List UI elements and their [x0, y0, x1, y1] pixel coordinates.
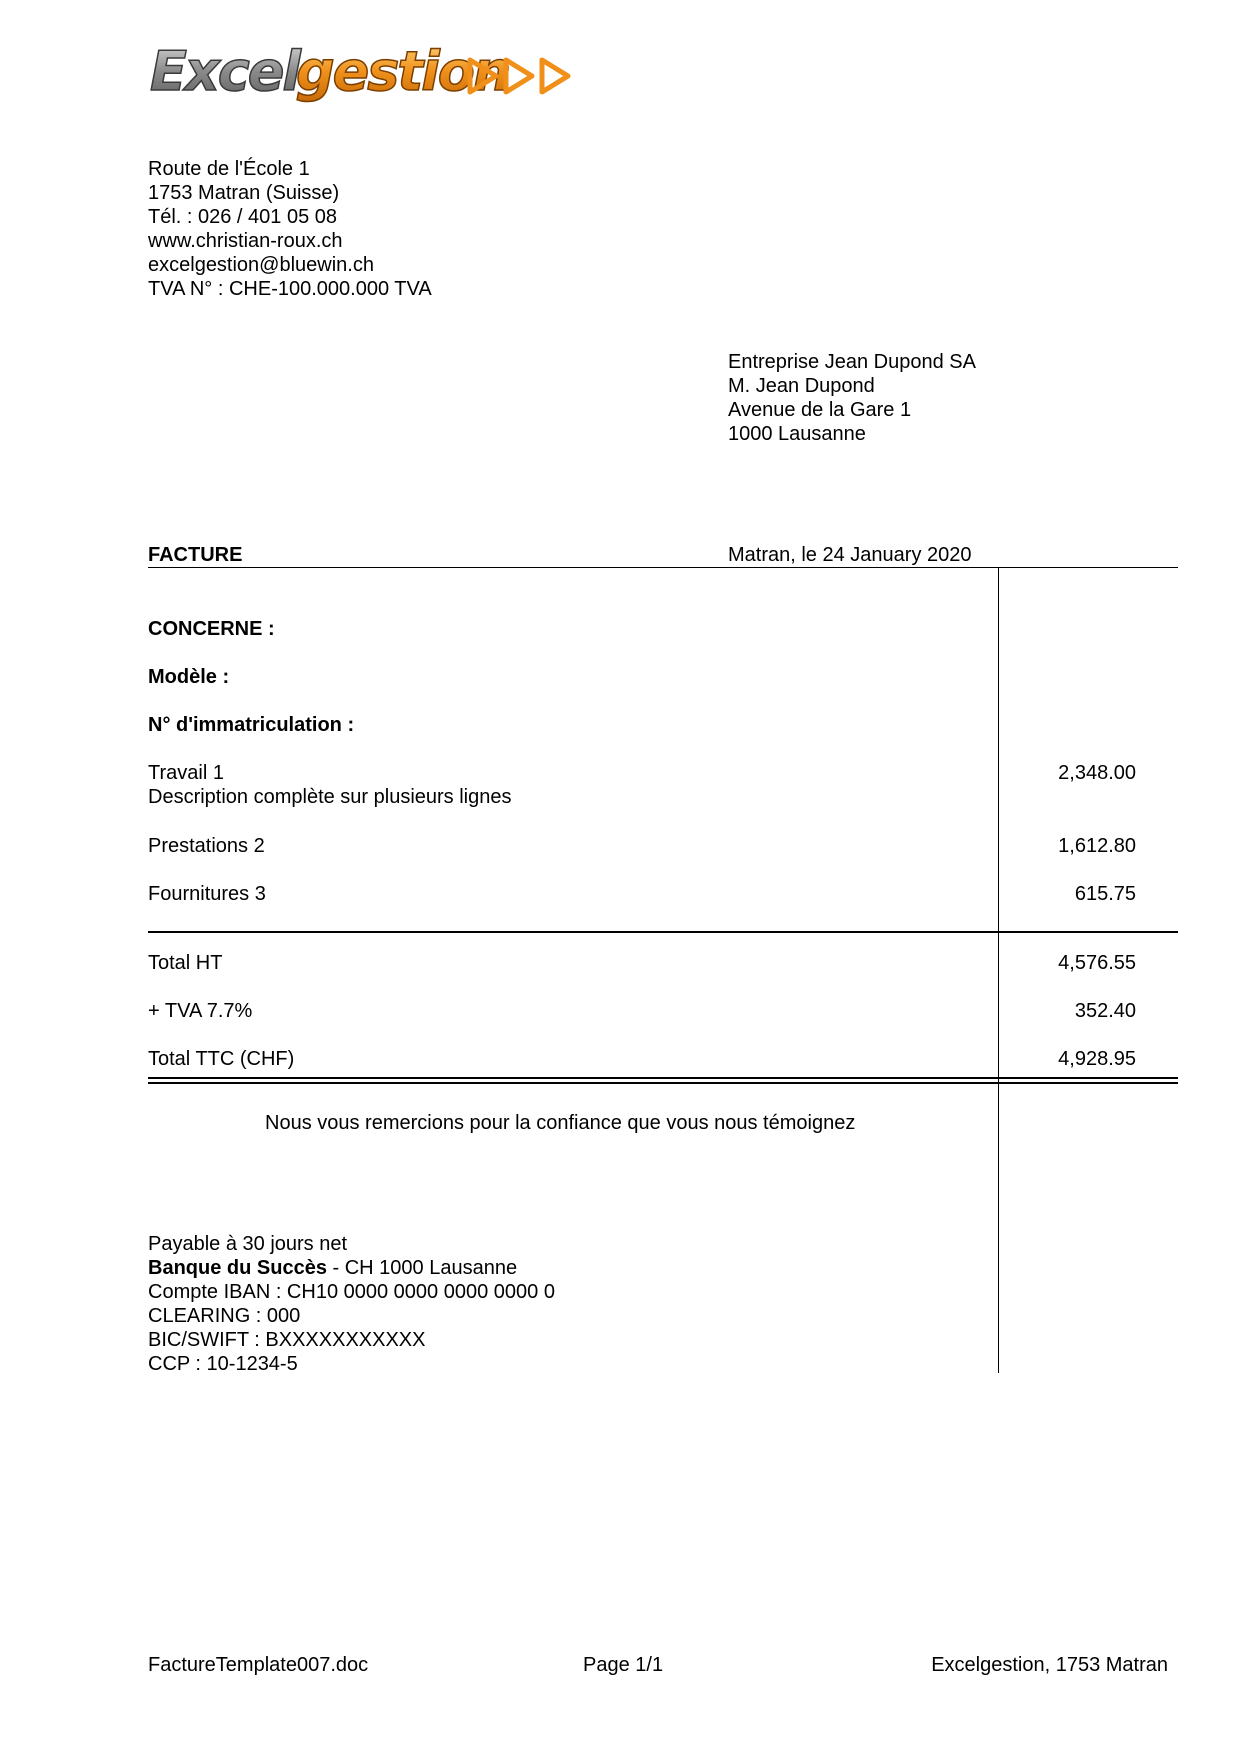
company-logo — [148, 28, 588, 110]
items-divider — [148, 931, 1178, 933]
total-ttc-value: 4,928.95 — [1058, 1048, 1136, 1070]
total-ht-value: 4,576.55 — [1058, 952, 1136, 974]
clearing: CLEARING : 000 — [148, 1305, 301, 1327]
footer-filename: FactureTemplate007.doc — [148, 1654, 369, 1676]
tva-label: + TVA 7.7% — [148, 1000, 253, 1022]
line-item — [148, 761, 512, 809]
header-divider — [148, 567, 1178, 568]
immatriculation-label: N° d'immatriculation : — [148, 714, 355, 736]
bank-line — [148, 1256, 555, 1280]
recipient-contact: M. Jean Dupond — [728, 375, 875, 397]
total-double-line-top — [148, 1077, 1178, 1079]
sender-address — [148, 157, 432, 301]
invoice-title: FACTURE — [148, 544, 243, 566]
amount-column-divider — [998, 568, 999, 1373]
bic-swift: BIC/SWIFT : BXXXXXXXXXXX — [148, 1329, 426, 1351]
sender-phone: Tél. : 026 / 401 05 08 — [148, 206, 338, 228]
bank-name: Banque du Succès — [148, 1257, 327, 1279]
sender-email: excelgestion@bluewin.ch — [148, 254, 374, 276]
line-item-label: Prestations 2 — [148, 835, 265, 857]
sender-city: 1753 Matran (Suisse) — [148, 182, 340, 204]
line-item-description: Description complète sur plusieurs lignes — [148, 786, 512, 808]
payment-info — [148, 1232, 555, 1376]
thanks-message: Nous vous remercions pour la confiance que vous nous témoignez — [265, 1112, 856, 1134]
total-ttc-label: Total TTC (CHF) — [148, 1048, 295, 1070]
payment-terms: Payable à 30 jours net — [148, 1233, 348, 1255]
bank-location: - CH 1000 Lausanne — [326, 1257, 518, 1279]
footer-page-number: Page 1/1 — [583, 1654, 664, 1676]
concerne-label: CONCERNE : — [148, 618, 275, 640]
line-item-amount: 615.75 — [1074, 883, 1136, 905]
recipient-address — [728, 350, 976, 446]
total-ht-label: Total HT — [148, 952, 223, 974]
line-item-amount: 2,348.00 — [1058, 762, 1136, 784]
invoice-place-date: Matran, le 24 January 2020 — [728, 544, 972, 566]
logo-part-gestion: gestion — [296, 40, 510, 103]
sender-website: www.christian-roux.ch — [148, 230, 343, 252]
logo-part-excel: Excel — [150, 40, 299, 103]
total-double-line-bottom — [148, 1082, 1178, 1084]
recipient-street: Avenue de la Gare 1 — [728, 399, 912, 421]
ccp: CCP : 10-1234-5 — [148, 1353, 298, 1375]
modele-label: Modèle : — [148, 666, 230, 688]
sender-vat: TVA N° : CHE-100.000.000 TVA — [148, 278, 432, 300]
recipient-city: 1000 Lausanne — [728, 423, 866, 445]
sender-street: Route de l'École 1 — [148, 158, 310, 180]
iban: Compte IBAN : CH10 0000 0000 0000 0000 0 — [148, 1281, 555, 1303]
recipient-company: Entreprise Jean Dupond SA — [728, 351, 976, 373]
line-item-label: Travail 1 — [148, 762, 224, 784]
line-item-amount: 1,612.80 — [1058, 835, 1136, 857]
footer-company: Excelgestion, 1753 Matran — [931, 1654, 1168, 1676]
tva-value: 352.40 — [1074, 1000, 1136, 1022]
line-item-label: Fournitures 3 — [148, 883, 266, 905]
